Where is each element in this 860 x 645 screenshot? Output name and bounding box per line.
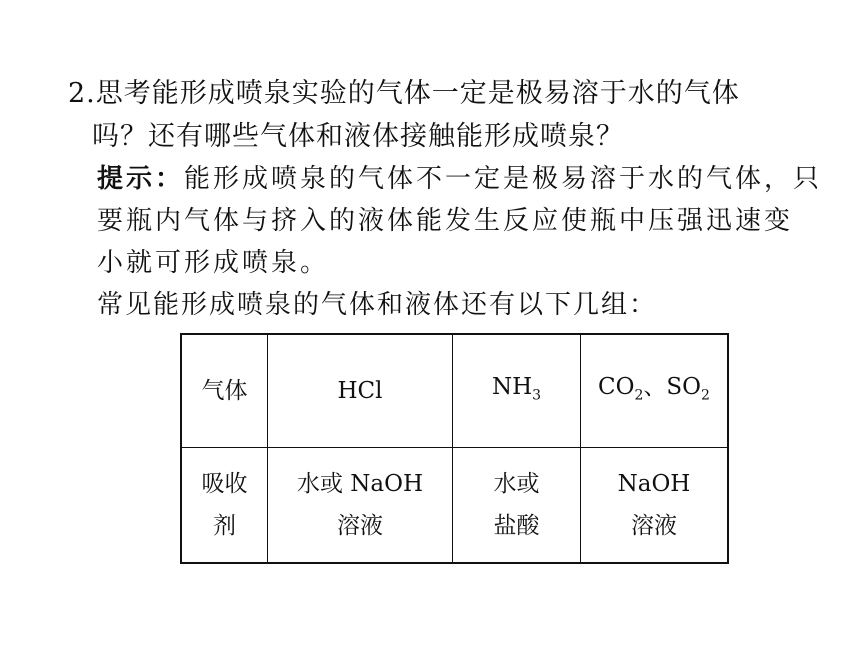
question-line-2: 吗？还有哪些气体和液体接触能形成喷泉？ xyxy=(92,121,624,152)
table-cell-naoh xyxy=(581,448,729,564)
hint-text-1: 能形成喷泉的气体不一定是极易溶于水的气体，只 xyxy=(184,164,823,194)
co2-main: CO xyxy=(598,373,635,400)
common-intro: 常见能形成喷泉的气体和液体还有以下几组： xyxy=(97,290,658,320)
water-acid-line-1: 水或 xyxy=(493,471,540,497)
so2-sub: 2 xyxy=(701,387,710,404)
question-line-1: 2.思考能形成喷泉实验的气体一定是极易溶于水的气体 xyxy=(68,78,740,109)
table-header-gas xyxy=(181,334,268,448)
hint-line-3: 小就可形成喷泉。 xyxy=(97,248,330,278)
water-acid-line-2: 盐酸 xyxy=(493,513,540,539)
table-cell-water-hcl xyxy=(453,448,581,564)
table-cell-hcl xyxy=(268,334,453,448)
hcl-text: HCl xyxy=(337,378,383,404)
hint-label: 提示： xyxy=(97,164,185,194)
water-naoh-line-2: 溶液 xyxy=(337,513,383,539)
nh3-sub: 3 xyxy=(532,387,542,404)
separator: 、 xyxy=(643,373,667,400)
naoh-line-2: 溶液 xyxy=(631,513,677,539)
gas-label: 气体 xyxy=(201,378,248,404)
table-cell-water-naoh xyxy=(268,448,453,564)
hint-line-1 xyxy=(97,166,822,192)
gas-liquid-table xyxy=(180,333,729,564)
table-header-absorbent xyxy=(181,448,268,564)
co2-sub: 2 xyxy=(634,387,644,404)
table-row-absorbent xyxy=(181,448,728,564)
naoh-line-1: NaOH xyxy=(617,471,691,497)
table-row-gas xyxy=(181,334,728,448)
so2-main: SO xyxy=(666,373,702,400)
absorbent-label-1: 吸收 xyxy=(201,471,248,497)
nh3-main: NH xyxy=(491,373,533,400)
absorbent-label-2: 剂 xyxy=(213,513,236,539)
table-cell-nh3 xyxy=(453,334,581,448)
table-cell-co2-so2 xyxy=(581,334,729,448)
water-naoh-line-1: 水或 NaOH xyxy=(296,471,424,497)
hint-line-2: 要瓶内气体与挤入的液体能发生反应使瓶中压强迅速变 xyxy=(97,206,794,236)
